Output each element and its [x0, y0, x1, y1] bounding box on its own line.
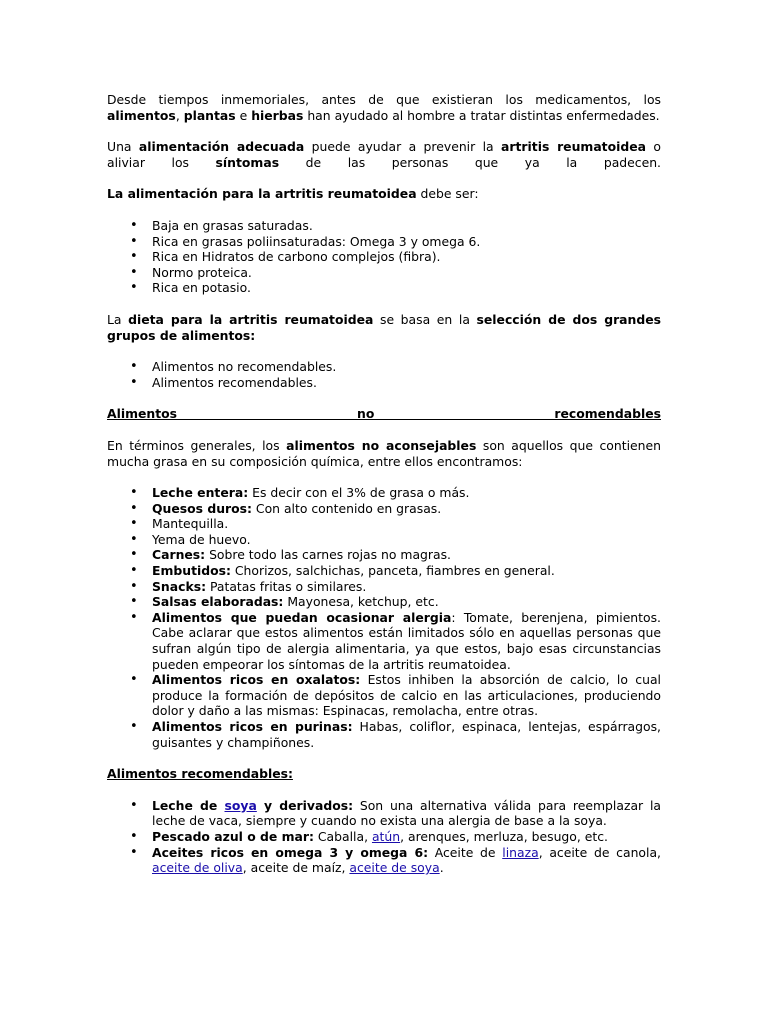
text-run: Yema de huevo.	[152, 531, 251, 547]
bold-run: Carnes:	[152, 547, 206, 563]
text-run: Patatas fritas o similares.	[206, 578, 367, 594]
bold-run: Alimentos que puedan ocasionar alergia	[152, 609, 452, 625]
text-run: han ayudado al hombre a tratar distintas enfermedades.	[303, 107, 660, 123]
bold-run: Leche de	[152, 797, 225, 813]
diet-list	[107, 218, 661, 296]
list-item	[107, 563, 661, 579]
bold-run: Alimentos ricos en oxalatos:	[152, 672, 361, 688]
list-item	[107, 798, 661, 829]
text-run: son aquellos que contienen mucha grasa en su composición química, entre ellos encontramos:	[107, 437, 661, 469]
link-aceite-de-oliva[interactable]: aceite de oliva	[152, 860, 243, 876]
list-item	[107, 501, 661, 517]
bold-run: y derivados:	[256, 797, 354, 813]
text-run: Sobre todo las carnes rojas no magras.	[205, 547, 451, 563]
list-item	[107, 672, 661, 719]
list-item	[107, 579, 661, 595]
bold-run: alimentación adecuada	[138, 139, 305, 155]
list-item: • Alimentos no recomendables.	[107, 359, 661, 375]
link-soya[interactable]: soya	[224, 797, 257, 813]
bold-run: Leche entera:	[152, 485, 249, 501]
bold-run: La alimentación para la artritis reumatoidea	[107, 186, 417, 202]
text-run: se basa en la	[373, 311, 477, 327]
text-run: Habas, coliflor, espinaca, lentejas, espárragos, guisantes y champiñones.	[152, 719, 661, 750]
bold-run: plantas	[183, 107, 236, 123]
text-run: Aceite de	[428, 844, 503, 860]
bold-run: hierbas	[251, 107, 304, 123]
list-item	[107, 547, 661, 563]
bold-run: Salsas elaboradas:	[152, 594, 284, 610]
text-run: o aliviar los	[107, 139, 661, 170]
list-item: • Alimentos recomendables.	[107, 375, 661, 391]
text-run: Desde tiempos inmemoriales, antes de que existieran los medicamentos, los	[107, 92, 661, 107]
bold-run: alimentos	[107, 107, 176, 123]
groups-list	[107, 359, 661, 390]
link-linaza[interactable]: linaza	[502, 844, 539, 860]
section-heading-recommended: Alimentos recomendables:	[107, 766, 293, 782]
list-item: • Rica en Hidratos de carbono complejos (fibra).	[107, 249, 661, 265]
bold-run: síntomas	[215, 154, 280, 170]
text-run: .	[439, 860, 444, 876]
text-run: ,	[175, 107, 184, 123]
not-recommended-intro	[107, 438, 661, 469]
bold-run: dieta para la artritis reumatoidea	[128, 311, 374, 327]
text-run: , aceite de canola,	[538, 844, 661, 860]
list-item	[107, 485, 661, 501]
list-item	[107, 610, 661, 672]
recommended-list	[107, 798, 661, 876]
intro-paragraph-2	[107, 139, 661, 170]
link-aceite-de-soya[interactable]: aceite de soya	[349, 860, 440, 876]
bold-run: artritis reumatoidea	[501, 139, 646, 155]
text-run: debe ser:	[416, 186, 479, 202]
text-run: puede ayudar a prevenir la	[304, 139, 502, 155]
bold-run: Quesos duros:	[152, 500, 252, 516]
bold-run: alimentos no aconsejables	[286, 437, 477, 453]
list-item	[107, 516, 661, 532]
text-run: , aceite de maíz,	[242, 860, 350, 876]
list-item	[107, 829, 661, 845]
groups-paragraph	[107, 312, 661, 343]
text-run: Con alto contenido en grasas.	[251, 500, 442, 516]
list-item	[107, 532, 661, 548]
text-run: Una	[107, 139, 139, 155]
text-run: Son una alternativa válida para reemplazar la leche de vaca, siempre y cuando no exista una alergia de base a la soya.	[152, 797, 661, 829]
text-run: e	[235, 107, 252, 123]
not-recommended-list	[107, 485, 661, 750]
text-run: Chorizos, salchichas, panceta, fiambres en general.	[230, 563, 555, 579]
bold-run: Snacks:	[152, 578, 207, 594]
text-run: de las personas que ya la padecen.	[279, 154, 661, 170]
text-run: : Tomate, berenjena, pimientos. Cabe aclarar que estos alimentos están limitados sólo en aquellas personas que sufran algún tipo de alergia alimentaria, ya que estos, bajo esas circunstancias pueden empeorar los síntomas de la artritis reumatoidea.	[152, 609, 661, 672]
text-run: Es decir con el 3% de grasa o más.	[248, 485, 470, 501]
bold-run: Embutidos:	[152, 563, 231, 579]
text-run: En términos generales, los	[107, 437, 287, 453]
bold-run: Alimentos ricos en purinas:	[152, 719, 353, 734]
list-item: • Normo proteica.	[107, 265, 661, 281]
intro-paragraph-1	[107, 92, 661, 123]
diet-intro-paragraph	[107, 186, 661, 202]
text-run: Caballa,	[313, 828, 372, 844]
list-item: • Rica en grasas poliinsaturadas: Omega 3 y omega 6.	[107, 234, 661, 250]
link-atun[interactable]: atún	[371, 828, 401, 844]
list-item	[107, 594, 661, 610]
bold-run: selección de dos grandes grupos de alimentos:	[107, 311, 662, 343]
bold-run: Pescado azul o de mar:	[152, 828, 314, 844]
text-run: , arenques, merluza, besugo, etc.	[400, 828, 608, 844]
document-page	[107, 92, 661, 876]
text-run: Estos inhiben la absorción de calcio, lo cual produce la formación de depósitos de calcio en las articulaciones, produciendo dolor y daño a las mismas: Espinacas, remolacha, entre otras.	[152, 672, 661, 719]
list-item: • Rica en potasio.	[107, 280, 661, 296]
bold-run: Aceites ricos en omega 3 y omega 6:	[152, 844, 429, 860]
text-run: La	[107, 311, 129, 327]
list-item: • Baja en grasas saturadas.	[107, 218, 661, 234]
list-item	[107, 845, 661, 876]
list-item	[107, 719, 661, 750]
text-run: Mantequilla.	[152, 516, 229, 532]
section-heading-not-recommended: Alimentos no recomendables	[107, 406, 661, 422]
text-run: Mayonesa, ketchup, etc.	[283, 594, 439, 610]
